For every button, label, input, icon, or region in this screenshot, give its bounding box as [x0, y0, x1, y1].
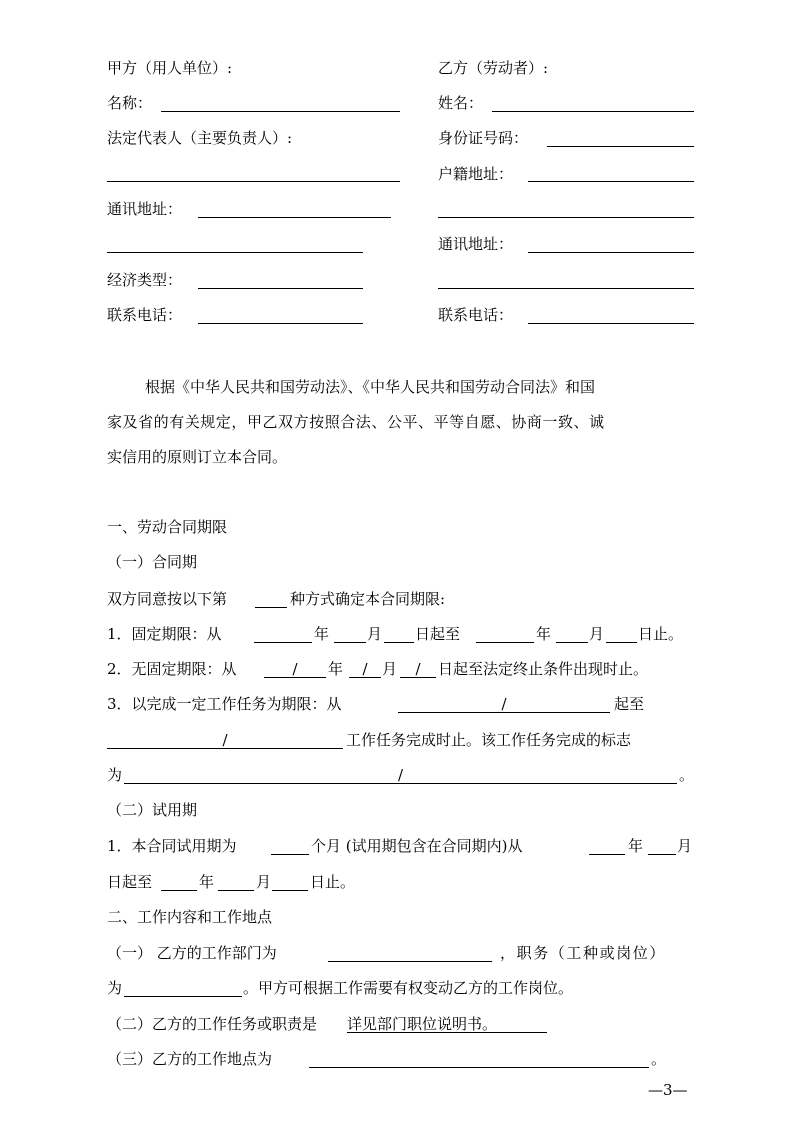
fixed-to-day-field[interactable] — [606, 642, 637, 643]
term-choice-field[interactable] — [255, 607, 287, 608]
task-mark-field[interactable]: / — [124, 765, 677, 784]
section-1-sub-2: （二）试用期 — [107, 801, 198, 819]
fixed-from-year-field[interactable] — [254, 642, 312, 643]
probation-day-from: 日起至 — [107, 873, 153, 891]
party-a-address-field-2[interactable] — [107, 252, 363, 253]
task-to-field[interactable]: / — [107, 730, 343, 749]
open-from-month-field[interactable]: / — [349, 659, 381, 678]
probation-month2-label: 月 — [256, 873, 272, 891]
fixed-year-label: 年 — [314, 625, 330, 643]
fixed-from-month-field[interactable] — [334, 642, 366, 643]
duty-field[interactable]: 详见部门职位说明书。 — [347, 1014, 547, 1033]
fixed-day-end-label: 日止。 — [638, 625, 684, 643]
probation-months-field[interactable] — [271, 854, 309, 855]
party-b-phone-label: 联系电话： — [438, 306, 514, 324]
party-a-heading: 甲方（用人单位）: — [107, 59, 233, 77]
party-b-household-field[interactable] — [528, 181, 694, 182]
task-mark-end: 。 — [679, 766, 695, 784]
party-b-address-field-2[interactable] — [438, 288, 694, 289]
place-pre: （三）乙方的工作地点为 — [107, 1050, 273, 1068]
probation-pre: 1．本合同试用期为 — [107, 837, 237, 855]
task-to-label: 起至 — [614, 695, 645, 713]
fixed-term-label: 1．固定期限：从 — [107, 625, 222, 643]
probation-months-label: 个月 (试用期包含在合同期内)从 — [311, 837, 523, 855]
party-b-address-field[interactable] — [528, 252, 694, 253]
dept-pre: （一） 乙方的工作部门为 — [107, 944, 277, 962]
dept-post: ，职务（工种或岗位） — [500, 944, 667, 962]
task-from-field[interactable]: / — [398, 694, 610, 713]
open-from-year-field[interactable]: / — [264, 659, 326, 678]
party-b-household-field-2[interactable] — [438, 217, 694, 218]
probation-to-year-field[interactable] — [161, 890, 197, 891]
party-b-heading: 乙方（劳动者）: — [438, 59, 549, 77]
fixed-day-from-label: 日起至 — [415, 625, 461, 643]
section-2-title: 二、工作内容和工作地点 — [107, 908, 273, 926]
task-mark-pre: 为 — [107, 766, 123, 784]
preamble-line-3: 实信用的原则订立本合同。 — [107, 448, 288, 466]
position-post: 。甲方可根据工作需要有权变动乙方的工作岗位。 — [243, 979, 574, 997]
probation-end-label: 日止。 — [310, 873, 356, 891]
task-term-label: 3．以完成一定工作任务为期限：从 — [107, 695, 342, 713]
party-a-address-field[interactable] — [198, 217, 391, 218]
section-1-title: 一、劳动合同期限 — [107, 518, 228, 536]
probation-to-day-field[interactable] — [272, 890, 308, 891]
open-from-day-field[interactable]: / — [400, 659, 436, 678]
task-line-2-tail: 工作任务完成时止。该工作任务完成的标志 — [346, 731, 632, 749]
open-tail-label: 日起至法定终止条件出现时止。 — [438, 660, 649, 678]
open-term-label: 2．无固定期限：从 — [107, 660, 237, 678]
position-field[interactable] — [124, 996, 242, 997]
probation-from-year-field[interactable] — [589, 854, 625, 855]
preamble-line-1: 根据《中华人民共和国劳动法》、《中华人民共和国劳动合同法》和国 — [145, 378, 596, 396]
party-a-name-field[interactable] — [161, 111, 400, 112]
probation-month-label: 月 — [677, 837, 693, 855]
party-b-household-label: 户籍地址： — [438, 165, 514, 183]
section-1-sub-1: （一）合同期 — [107, 553, 198, 571]
party-a-rep-field[interactable] — [107, 181, 400, 182]
fixed-to-year-field[interactable] — [476, 642, 534, 643]
party-a-phone-label: 联系电话： — [107, 306, 183, 324]
party-a-address-label: 通讯地址： — [107, 200, 183, 218]
fixed-to-month-field[interactable] — [556, 642, 588, 643]
open-year-label: 年 — [328, 660, 344, 678]
fixed-month2-label: 月 — [589, 625, 605, 643]
party-b-id-label: 身份证号码： — [438, 129, 529, 147]
party-a-rep-label: 法定代表人（主要负责人）: — [107, 129, 293, 147]
dept-field[interactable] — [328, 961, 492, 962]
party-b-name-label: 姓名： — [438, 94, 484, 112]
place-field[interactable] — [309, 1067, 649, 1068]
probation-year2-label: 年 — [199, 873, 215, 891]
term-choice-post: 种方式确定本合同期限: — [290, 590, 446, 608]
party-b-phone-field[interactable] — [528, 323, 694, 324]
party-a-econ-type-label: 经济类型： — [107, 271, 183, 289]
party-b-name-field[interactable] — [492, 111, 694, 112]
term-choice-pre: 双方同意按以下第 — [107, 590, 228, 608]
fixed-from-day-field[interactable] — [384, 642, 414, 643]
party-a-econ-type-field[interactable] — [198, 288, 363, 289]
party-a-name-label: 名称： — [107, 94, 153, 112]
probation-from-month-field[interactable] — [648, 854, 676, 855]
party-a-phone-field[interactable] — [198, 323, 363, 324]
page-number: —3— — [648, 1081, 688, 1099]
preamble-line-2: 家及省的有关规定，甲乙双方按照合法、公平、平等自愿、协商一致、诚 — [107, 413, 605, 431]
party-b-address-label: 通讯地址： — [438, 235, 514, 253]
probation-year-label: 年 — [628, 837, 644, 855]
fixed-year2-label: 年 — [536, 625, 552, 643]
fixed-month-label: 月 — [367, 625, 383, 643]
probation-to-month-field[interactable] — [218, 890, 254, 891]
place-end: 。 — [651, 1050, 667, 1068]
duty-pre: （二）乙方的工作任务或职责是 — [107, 1015, 318, 1033]
open-month-label: 月 — [382, 660, 398, 678]
position-pre: 为 — [107, 979, 123, 997]
party-b-id-field[interactable] — [547, 146, 694, 147]
